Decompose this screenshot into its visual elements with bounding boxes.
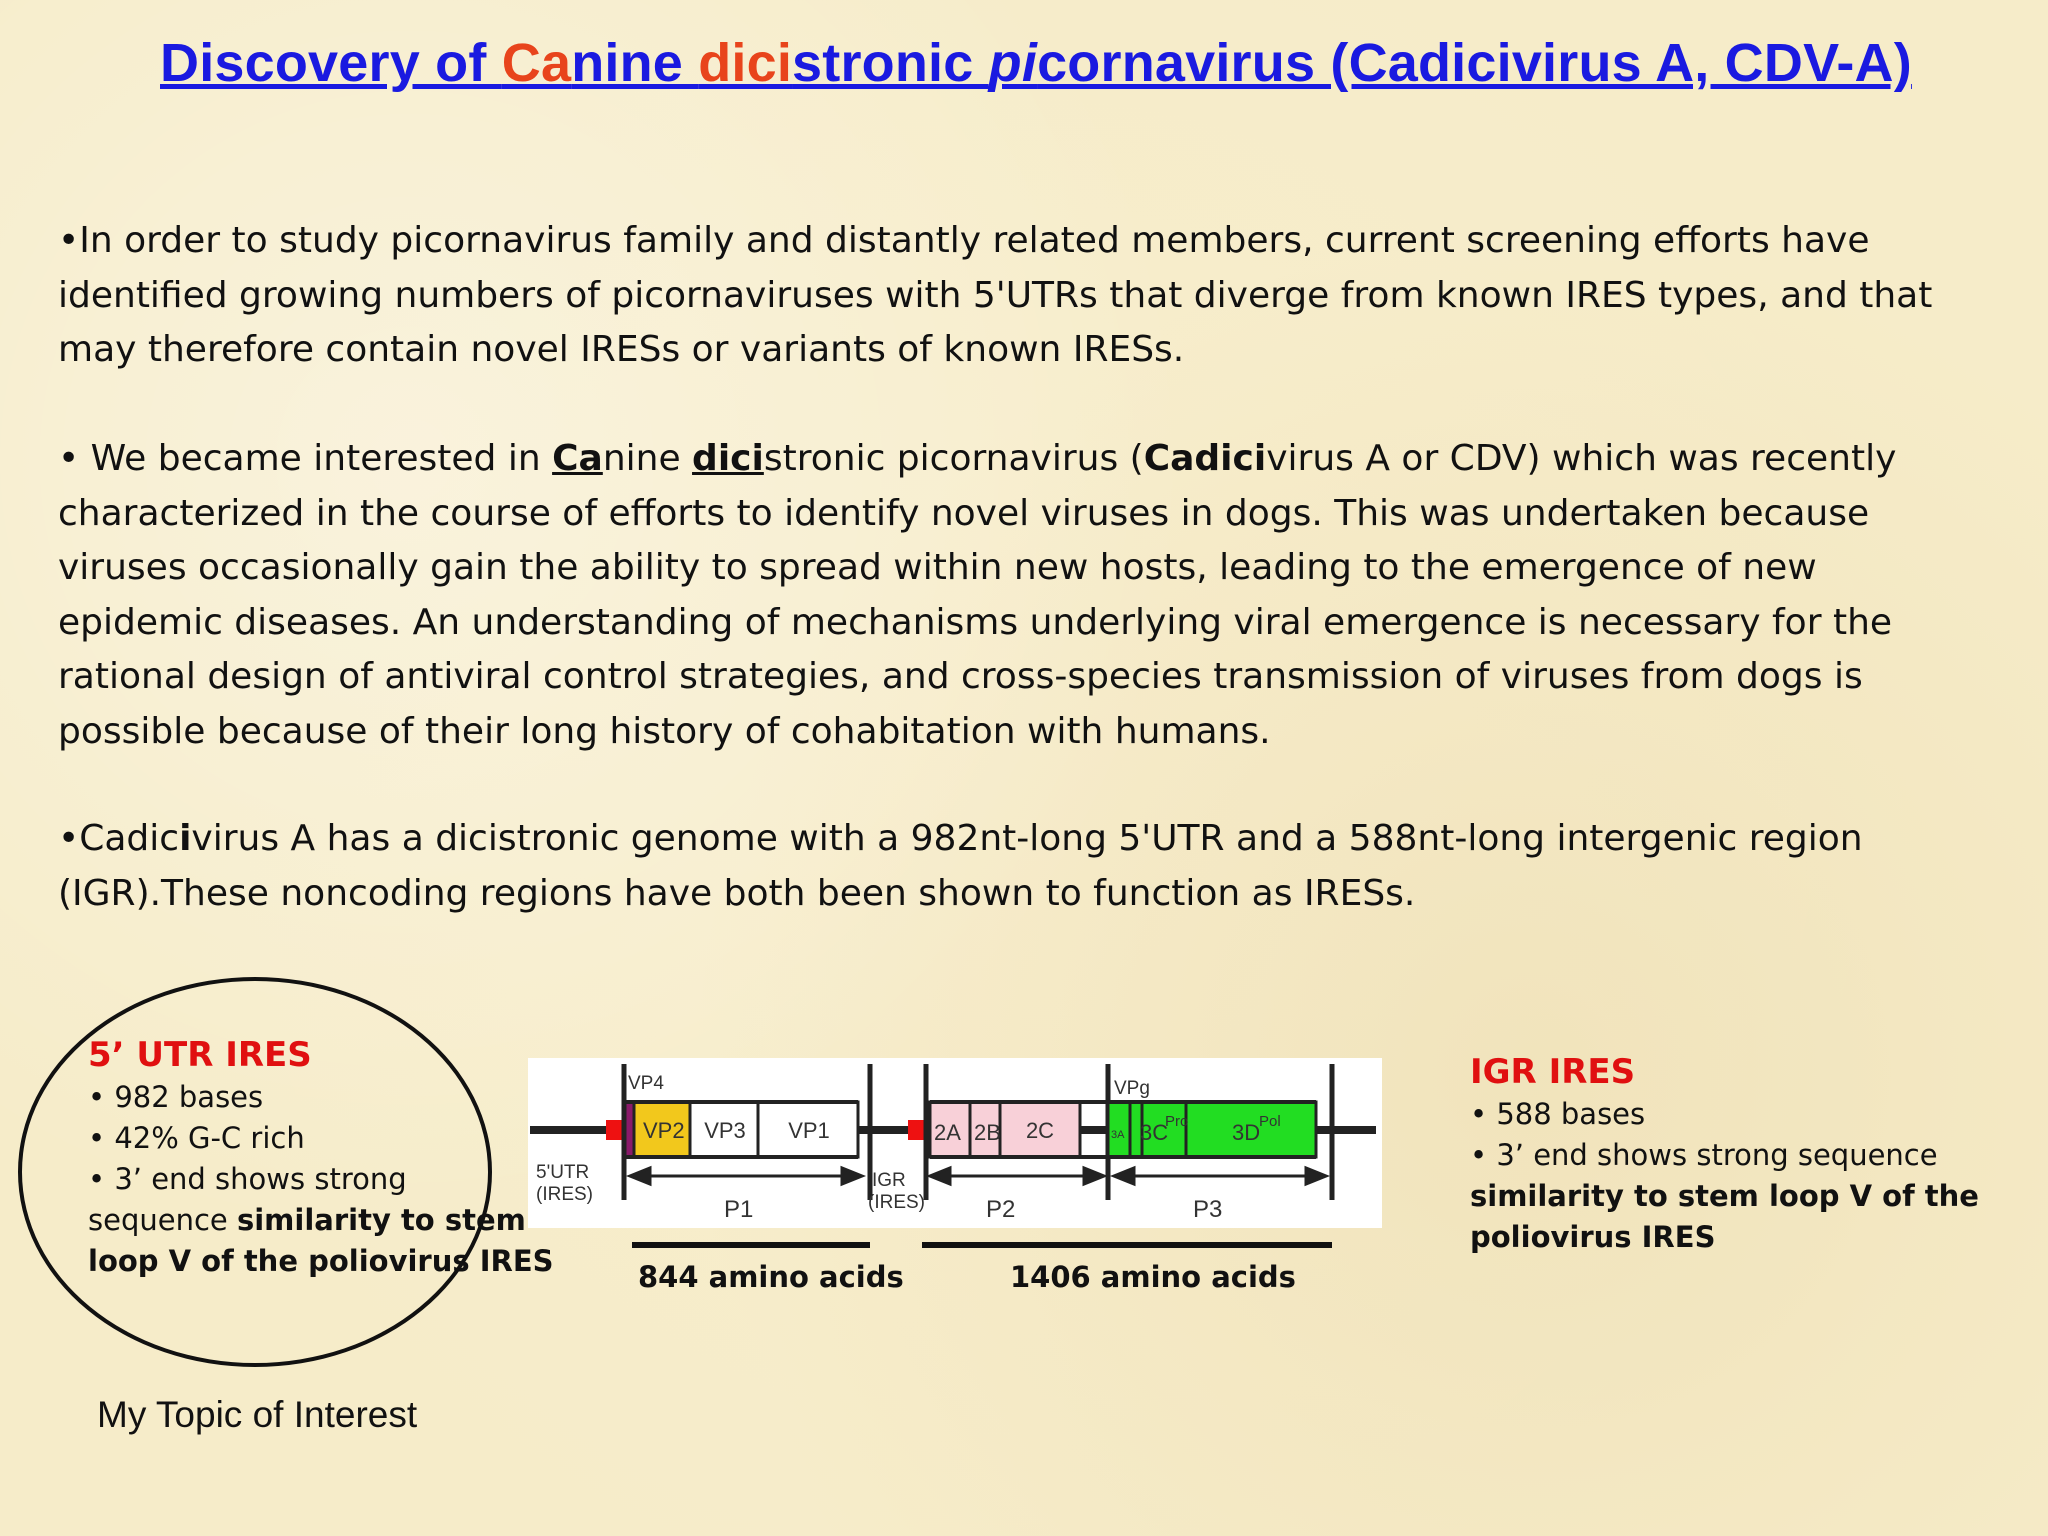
utr-bullet: • 982 bases (88, 1080, 264, 1114)
genome-diagram (528, 1058, 1382, 1228)
3d-superscript: Pol (1259, 1113, 1281, 1130)
igr-label-line2: (IRES) (868, 1192, 925, 1213)
text-line: rational design of antiviral control strategies, and cross-species transmission of viruses from dogs is (58, 656, 1863, 697)
text-run: virus A has a dicistronic genome with a 982nt-long 5'UTR and a 588nt-long intergenic region (191, 818, 1863, 859)
2c-label: 2C (1025, 1118, 1055, 1143)
text-run: nine (602, 438, 693, 479)
title-part: Discovery of (160, 33, 502, 93)
vp2-label: VP2 (643, 1118, 685, 1143)
3c-label: 3C (1140, 1120, 1169, 1145)
igr-label-line1: IGR (872, 1170, 906, 1191)
title-part: cornavirus (Cadicivirus A, CDV-A) (1037, 33, 1912, 93)
text-run-bold: Cadici (1143, 438, 1267, 479)
title-highlight-dici: dici (698, 33, 793, 93)
utr-ires-marker (606, 1120, 624, 1140)
utr-bullet-line: loop V of the poliovirus IRES (88, 1244, 554, 1278)
vp4-label: VP4 (628, 1073, 664, 1094)
igr-bullet: • 588 bases (1470, 1097, 1646, 1131)
topic-caption: My Topic of Interest (97, 1394, 418, 1435)
title-part: nine (571, 33, 699, 93)
p23-length-bar (922, 1242, 1332, 1248)
p1-length-bar (632, 1242, 870, 1248)
p3-label: P3 (1193, 1196, 1223, 1223)
text-run: • We became interested in (58, 438, 553, 479)
text-line: epidemic diseases. An understanding of mechanisms underlying viral emergence is necessary for the (58, 601, 1893, 643)
text-run-underlined: Ca (552, 438, 603, 479)
text-line: possible because of their long history of cohabitation with humans. (58, 710, 1271, 752)
igr-bullet-line: poliovirus IRES (1470, 1220, 1716, 1254)
text-run: sequence (88, 1203, 237, 1237)
title-italic-pi: pi (988, 33, 1038, 93)
utr-ires-title: 5’ UTR IRES (88, 1035, 312, 1075)
text-line (58, 432, 2018, 487)
3d-label: 3D (1232, 1120, 1261, 1145)
3a-label: 3A (1111, 1129, 1125, 1141)
igr-bullet: • 3’ end shows strong sequence (1470, 1138, 1938, 1172)
text-run: virus A or CDV) which was recently (1266, 438, 1897, 479)
3c-superscript: Pro (1165, 1113, 1189, 1130)
vp1-label: VP1 (788, 1118, 830, 1143)
p2-label: P2 (986, 1196, 1016, 1223)
igr-ires-title: IGR IRES (1470, 1052, 1636, 1092)
2b-label: 2B (974, 1120, 1001, 1145)
text-line: may therefore contain novel IRESs or variants of known IRESs. (58, 329, 1185, 370)
igr-ires-marker (908, 1120, 926, 1140)
utr-bullet: • 42% G-C rich (88, 1121, 305, 1155)
text-line: (IGR).These noncoding regions have both been shown to function as IRESs. (58, 872, 1416, 914)
text-run: •Cadic (58, 818, 180, 859)
p1-amino-acid-count: 844 amino acids (638, 1260, 904, 1294)
title-highlight-ca: Ca (501, 33, 572, 93)
vp3-label: VP3 (704, 1118, 746, 1143)
page-title (160, 32, 2020, 94)
vpg-label: VPg (1114, 1078, 1150, 1099)
paragraph-screening (58, 214, 2018, 378)
text-line: characterized in the course of efforts to identify novel viruses in dogs. This was undertaken because (58, 492, 1870, 534)
text-line: identified growing numbers of picornaviruses with 5'UTRs that diverge from known IRES types, and that (58, 274, 1933, 316)
utr-label-line1: 5'UTR (536, 1162, 590, 1183)
utr-bullet: • 3’ end shows strong (88, 1162, 407, 1196)
paragraph-cadicivirus-interest (58, 432, 2018, 759)
igr-bullet-line: similarity to stem loop V of the (1470, 1179, 1979, 1213)
igr-ires-box (1470, 1052, 1979, 1258)
text-run-underlined: dici (692, 438, 764, 479)
text-run: stronic picornavirus ( (763, 438, 1144, 479)
title-part: stronic (792, 33, 989, 93)
text-run-bold: similarity to stem (236, 1203, 526, 1237)
text-line: •In order to study picornavirus family and distantly related members, current screening efforts have (58, 220, 1870, 261)
utr-bullet-line (88, 1200, 554, 1241)
text-line (58, 812, 2018, 867)
utr-ires-box (88, 1035, 554, 1282)
text-run-bold: i (179, 818, 192, 859)
utr-label-line2: (IRES) (536, 1184, 593, 1205)
2a-label: 2A (934, 1120, 961, 1145)
p1-label: P1 (724, 1196, 754, 1223)
paragraph-genome (58, 812, 2018, 921)
p23-amino-acid-count: 1406 amino acids (1010, 1260, 1296, 1294)
text-line: viruses occasionally gain the ability to spread within new hosts, leading to the emergence of new (58, 547, 1817, 588)
